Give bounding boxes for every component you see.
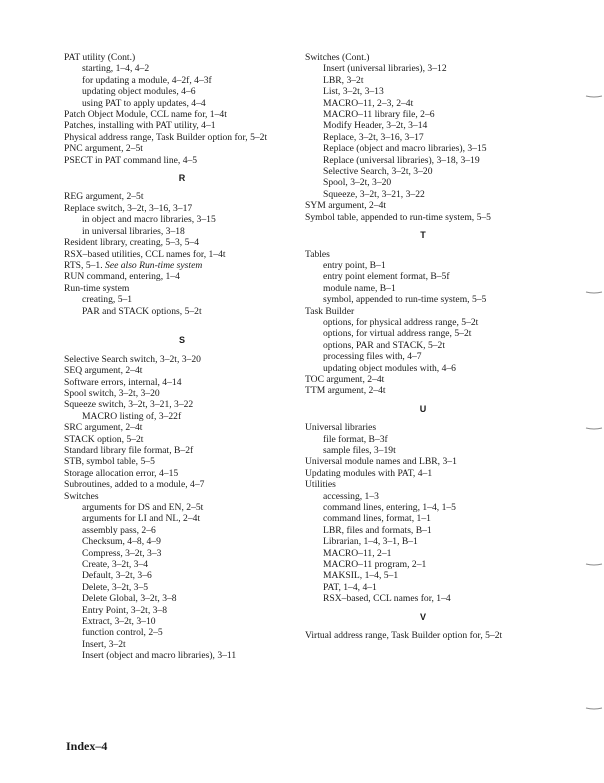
index-subentry [314,502,541,513]
entry-text: starting, 1–4, 4–2 [82,63,150,75]
section-letter-block [64,328,300,353]
index-entry [305,385,541,396]
index-subentry [73,616,300,627]
index-subentry [314,593,541,604]
entry-text: Tables [305,248,330,260]
entry-text: STB, symbol table, 5–5 [64,456,155,468]
entry-text: options, for physical address range, 5–2t [323,316,479,328]
entry-text: command lines, format, 1–1 [323,513,431,525]
entry-text: entry point, B–1 [323,259,386,271]
index-entry [64,237,300,248]
index-entry [305,200,541,211]
index-entry [64,445,300,456]
entry-text: Squeeze switch, 3–2t, 3–21, 3–22 [64,399,194,411]
index-subentry [73,75,300,86]
entry-text: accessing, 1–3 [323,490,379,502]
index-entry [305,374,541,385]
entry-text: MACRO–11, 2–1 [323,547,392,559]
entry-text: SYM argument, 2–4t [305,200,387,212]
index-subentry [73,639,300,650]
entry-text: Physical address range, Task Builder option for, 5–2t [64,131,268,143]
entry-text: Insert, 3–2t [82,638,126,650]
entry-text: Task Builder [305,305,355,317]
entry-text: Updating modules with PAT, 4–1 [305,467,433,479]
entry-text: assembly pass, 2–6 [82,524,156,536]
index-subentry [73,559,300,570]
entry-text: Resident library, creating, 5–3, 5–4 [64,237,199,249]
entry-text: Compress, 3–2t, 3–3 [82,547,162,559]
index-entry [64,283,300,294]
entry-text: PAT, 1–4, 4–1 [323,581,377,593]
entry-text: Insert (object and macro libraries), 3–11 [82,650,237,662]
index-entry [64,491,300,502]
index-subentry [73,411,300,422]
entry-text: Virtual address range, Task Builder option for, 5–2t [305,630,503,642]
entry-text: Subroutines, added to a module, 4–7 [64,479,205,491]
index-subentry [314,536,541,547]
index-subentry [314,340,541,351]
entry-text: symbol, appended to run-time system, 5–5 [323,294,487,306]
index-entry [64,109,300,120]
index-entry [64,434,300,445]
entry-text: Replace, 3–2t, 3–16, 3–17 [323,131,424,143]
index-subentry [314,109,541,120]
index-subentry [314,351,541,362]
index-subentry [314,155,541,166]
entry-text: Spool switch, 3–2t, 3–20 [64,387,160,399]
index-entry [305,249,541,260]
entry-text: RUN command, entering, 1–4 [64,271,180,283]
entry-text: MACRO–11 program, 2–1 [323,559,427,571]
entry-text: entry point element format, B–5f [323,271,450,283]
entry-text: Switches (Cont.) [305,52,370,63]
entry-text: using PAT to apply updates, 4–4 [82,97,206,109]
entry-text: Squeeze, 3–2t, 3–21, 3–22 [323,188,425,200]
entry-text: Selective Search, 3–2t, 3–20 [323,166,433,178]
index-entry [305,456,541,467]
index-subentry [314,328,541,339]
index-subentry [314,525,541,536]
entry-text: arguments for DS and EN, 2–5t [82,502,204,514]
index-subentry [314,75,541,86]
index-entry [64,422,300,433]
entry-text: Default, 3–2t, 3–6 [82,570,152,582]
index-subentry [73,98,300,109]
index-subentry [314,445,541,456]
entry-text: Universal libraries [305,422,377,434]
index-subentry [73,570,300,581]
entry-text: creating, 5–1 [82,294,133,306]
entry-text: MAKSIL, 1–4, 5–1 [323,570,399,582]
index-entry [64,143,300,154]
index-subentry [73,63,300,74]
index-entry [64,191,300,202]
index-subentry [73,536,300,547]
section-letter: S [178,335,185,346]
section-letter: V [419,611,426,622]
index-subentry [314,189,541,200]
index-entry [64,260,300,271]
entry-text: Delete Global, 3–2t, 3–8 [82,593,177,605]
entry-text: Entry Point, 3–2t, 3–8 [82,604,168,616]
entry-text: LBR, 3–2t [323,74,364,86]
index-entry [64,52,300,63]
index-entry [305,468,541,479]
entry-text: updating object modules, 4–6 [82,86,196,98]
entry-text: Checksum, 4–8, 4–9 [82,536,161,548]
index-entry [64,456,300,467]
index-entry [64,203,300,214]
index-entry [305,422,541,433]
index-subentry [314,86,541,97]
scan-margin-mark [584,426,604,428]
index-entry [64,468,300,479]
entry-text: function control, 2–5 [82,627,163,639]
index-subentry [314,294,541,305]
entry-text: Standard library file format, B–2f [64,444,194,456]
index-subentry [314,283,541,294]
entry-text: processing files with, 4–7 [323,351,422,363]
entry-text: in universal libraries, 3–18 [82,225,185,237]
scan-margin-mark [584,706,604,708]
entry-text: RTS, 5–1. [64,259,106,271]
scan-margin-mark [584,290,604,292]
entry-text: SEQ argument, 2–4t [64,365,143,377]
index-subentry [314,582,541,593]
entry-text: Symbol table, appended to run-time system, 5–5 [305,211,491,223]
entry-text: REG argument, 2–5t [64,191,144,203]
index-subentry [314,317,541,328]
index-subentry [314,559,541,570]
entry-text: file format, B–3f [323,433,388,445]
entry-text: PSECT in PAT command line, 4–5 [64,154,198,166]
index-subentry [73,214,300,225]
index-subentry [73,226,300,237]
index-entry [305,479,541,490]
index-subentry [314,120,541,131]
index-subentry [73,86,300,97]
entry-text: updating object modules with, 4–6 [323,362,456,374]
entry-text: Replace (universal libraries), 3–18, 3–19 [323,154,480,166]
index-subentry [314,570,541,581]
entry-text: Switches [64,490,99,502]
entry-text: Librarian, 1–4, 3–1, B–1 [323,536,418,548]
index-subentry [314,271,541,282]
entry-text: STACK option, 5–2t [64,433,144,445]
entry-text: PNC argument, 2–5t [64,143,143,155]
entry-text: TOC argument, 2–4t [305,373,385,385]
entry-text: RSX–based utilities, CCL names for, 1–4t [64,248,226,260]
index-subentry [314,548,541,559]
section-spacer [64,317,300,328]
index-subentry [314,491,541,502]
index-subentry [73,605,300,616]
index-subentry [314,166,541,177]
section-letter-block [305,397,541,422]
entry-text: PAR and STACK options, 5–2t [82,305,202,317]
section-letter-block [305,223,541,248]
index-subentry [73,306,300,317]
entry-text: MACRO–11 library file, 2–6 [323,109,435,121]
entry-text: arguments for LI and NL, 2–4t [82,513,201,525]
entry-text: Insert (universal libraries), 3–12 [323,63,447,75]
index-subentry [314,63,541,74]
index-subentry [314,363,541,374]
index-subentry [73,650,300,661]
index-subentry [314,98,541,109]
section-letter: T [420,230,426,241]
entry-text: Replace (object and macro libraries), 3–15 [323,143,487,155]
index-entry [64,377,300,388]
section-letter: R [178,173,186,184]
index-subentry [314,132,541,143]
entry-text: Software errors, internal, 4–14 [64,376,182,388]
section-letter: U [419,403,427,414]
entry-text: Modify Header, 3–2t, 3–14 [323,120,428,132]
index-subentry [73,502,300,513]
entry-text: Storage allocation error, 4–15 [64,467,179,479]
index-entry [64,132,300,143]
index-entry [64,388,300,399]
entry-text: Patch Object Module, CCL name for, 1–4t [64,109,227,121]
entry-text: Spool, 3–2t, 3–20 [323,177,392,189]
index-column-left [64,52,300,662]
index-entry [305,306,541,317]
entry-text: Utilities [305,479,336,491]
index-entry [64,155,300,166]
entry-text: options, PAR and STACK, 5–2t [323,339,446,351]
entry-text: module name, B–1 [323,282,396,294]
entry-text: Extract, 3–2t, 3–10 [82,616,156,628]
index-subentry [73,525,300,536]
entry-text: LBR, files and formats, B–1 [323,524,432,536]
index-subentry [314,513,541,524]
entry-text: Patches, installing with PAT utility, 4–1 [64,120,216,132]
index-entry [305,212,541,223]
index-subentry [73,582,300,593]
scan-margin-mark [584,94,604,96]
index-subentry [73,627,300,638]
section-letter-block [64,166,300,191]
index-entry [64,365,300,376]
page-folio: Index–4 [66,739,108,753]
index-subentry [314,260,541,271]
index-entry [64,249,300,260]
entry-text: PAT utility (Cont.) [64,52,136,63]
entry-text: for updating a module, 4–2f, 4–3f [82,74,212,86]
entry-text: MACRO listing of, 3–22f [82,410,182,422]
entry-text: Universal module names and LBR, 3–1 [305,456,457,468]
index-subentry [314,143,541,154]
index-entry [64,399,300,410]
index-subentry [314,434,541,445]
entry-text: Run-time system [64,282,130,294]
index-entry [305,52,541,63]
scan-margin-mark [584,562,604,564]
entry-text: Delete, 3–2t, 3–5 [82,581,149,593]
entry-text: Selective Search switch, 3–2t, 3–20 [64,353,201,365]
entry-text: in object and macro libraries, 3–15 [82,214,216,226]
entry-text: command lines, entering, 1–4, 1–5 [323,502,456,514]
entry-text: Replace switch, 3–2t, 3–16, 3–17 [64,202,193,214]
index-subentry [73,548,300,559]
entry-text: TTM argument, 2–4t [305,385,386,397]
index-entry [64,354,300,365]
index-subentry [73,294,300,305]
index-subentry [73,513,300,524]
index-entry [64,271,300,282]
index-entry [64,120,300,131]
entry-text: List, 3–2t, 3–13 [323,86,384,98]
entry-text: Create, 3–2t, 3–4 [82,559,149,571]
index-entry [64,479,300,490]
entry-text: SRC argument, 2–4t [64,422,143,434]
index-subentry [73,593,300,604]
index-subentry [314,177,541,188]
section-letter-block [305,605,541,630]
entry-text: options, for virtual address range, 5–2t [323,328,472,340]
see-also-reference: See also Run-time system [105,259,203,271]
entry-text: sample files, 3–19t [323,445,396,456]
index-entry [305,630,541,641]
entry-text: MACRO–11, 2–3, 2–4t [323,97,414,109]
entry-text: RSX–based, CCL names for, 1–4 [323,593,451,605]
index-column-right [305,52,541,642]
